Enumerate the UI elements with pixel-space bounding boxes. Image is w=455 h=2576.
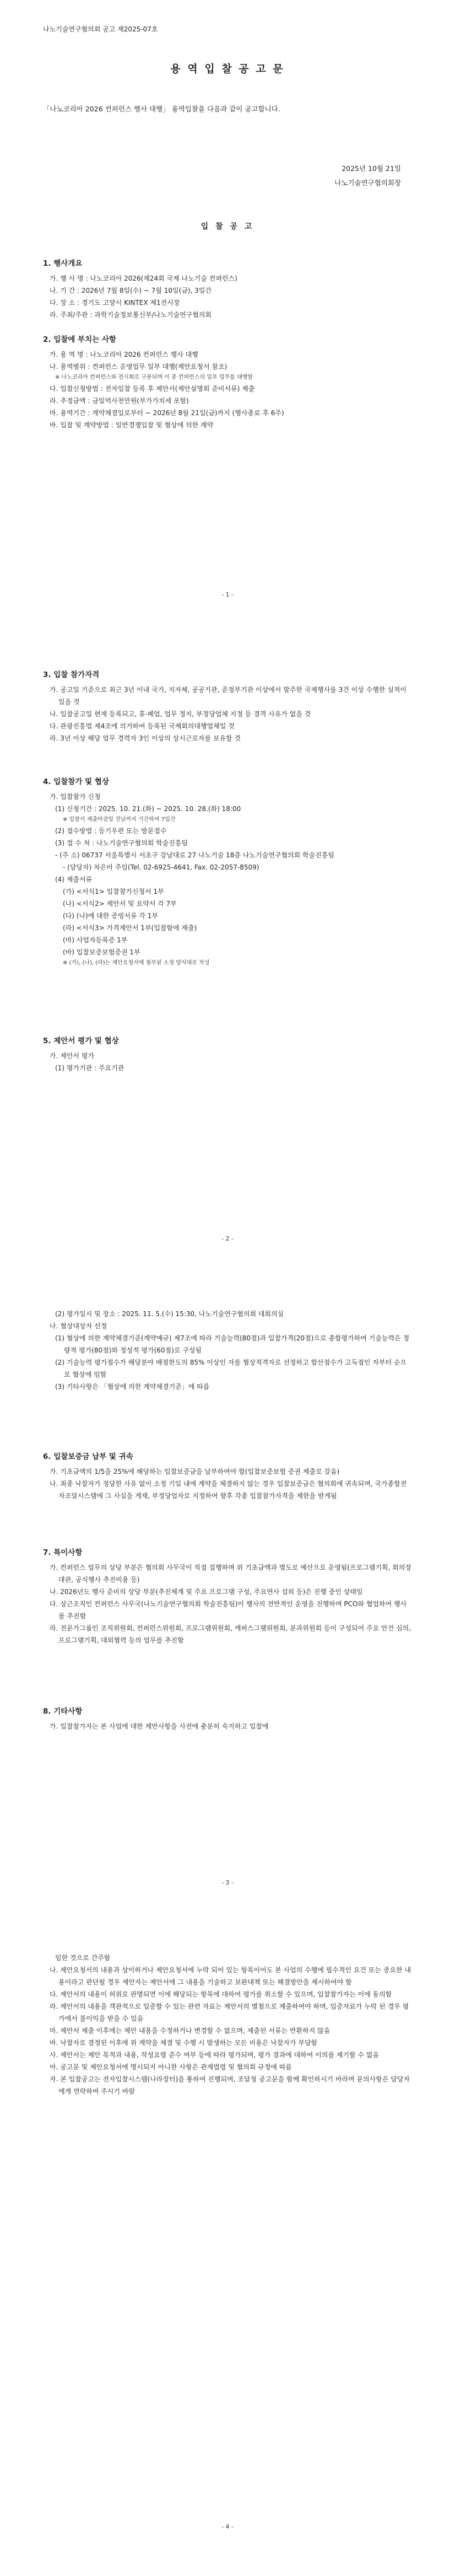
list-item: 나. 2026년도 행사 준비의 상당 부분(추진체계 및 주요 프로그램 구성, 주요연사 섭외 등)은 진행 중인 상태임 xyxy=(50,1588,363,1596)
section-heading: 8. 기타사항 xyxy=(43,1707,83,1716)
list-item: 나. 입찰공고일 현재 등록되고, 휴·폐업, 업무 정지, 부정당업체 지정 등 결격 사유가 없을 것 xyxy=(50,710,311,718)
list-item: (라) <서식3> 가격제안서 1부(입찰함에 제출) xyxy=(63,924,197,932)
notice-sender: 나노기술연구협의회장 xyxy=(334,179,401,187)
list-item: 다. 장 소 : 경기도 고양시 KINTEX 제1전시장 xyxy=(50,299,180,307)
page-4 xyxy=(0,1932,455,2576)
list-item: 마. 용역기간 : 계약체결일로부터 ~ 2026년 8월 21일(금)까지 (행사종료 후 6주) xyxy=(50,409,284,417)
list-item: 가. 기초금액의 1/5을 25%에 해당하는 입찰보증금을 납부하여야 합(입찰보증보험 증권 제출로 갈음) xyxy=(50,1468,340,1475)
list-item: 라. 주최/주관 : 과학기술정보통신부/나노기술연구협의회 xyxy=(50,311,212,319)
list-item: 가. 입찰참가 신청 xyxy=(50,793,101,801)
section-heading: 4. 입찰참가 및 협상 xyxy=(43,777,109,786)
section-heading: 3. 입찰 참가자격 xyxy=(43,670,100,679)
list-item: 라. 3년 이상 해당 업무 경력자 3인 이상의 상시근로자를 보유할 것 xyxy=(50,734,241,742)
page-number: - 3 - xyxy=(221,1879,234,1886)
list-item: 라. 제안서의 내용을 객관적으로 입증할 수 있는 관련 자료는 제안서의 별첨으로 제출하여야 하며, 입증자료가 누락 된 경우 평가에서 불이익을 받을 수 있음 xyxy=(50,2003,409,2022)
list-item: (1) 신청기간 : 2025. 10. 21.(화) ~ 2025. 10. 28.(화) 18:00 xyxy=(55,805,241,813)
page-number: - 4 - xyxy=(221,2523,234,2530)
list-item: - (주 소) 06737 서울특별시 서초구 강남대로 27 나노기술 18층 나노기술연구협의회 학술진흥팀 xyxy=(55,851,334,859)
list-item: 나. 용역범위 : 컨퍼런스 운영업무 일부 대행(제안요청서 참조) xyxy=(50,363,228,371)
list-item: 사. 제안서는 제안 목적과 내용, 작성요령 준수 여부 등에 따라 평가되며, 평가 결과에 대하여 이의를 제기할 수 없음 xyxy=(50,2051,379,2059)
list-item: (3) 접 수 처 : 나노기술연구협의회 학술진흥팀 xyxy=(55,839,188,847)
list-item: 자. 본 입찰공고는 전자입찰시스템(나라장터)을 통하여 진행되며, 조달청 공고문을 함께 확인하시기 바라며 문의사항은 담당자에게 연락하여 주시기 바람 xyxy=(50,2075,410,2095)
section-heading: 1. 행사개요 xyxy=(43,259,83,268)
list-item: (다) (나)에 대한 증빙서류 각 1부 xyxy=(63,912,158,920)
list-item: 바. 입찰 및 계약방법 : 일반경쟁입찰 및 협상에 의한 계약 xyxy=(50,421,214,429)
list-item: (마) 사업자등록증 1부 xyxy=(63,936,128,944)
section-bid-items xyxy=(43,333,412,431)
section-misc xyxy=(43,1705,412,1732)
section-heading: 5. 제안서 평가 및 협상 xyxy=(43,1037,119,1045)
page-2 xyxy=(0,644,455,1288)
list-item: 나. 협상대상자 선정 xyxy=(50,1322,107,1330)
list-item: (3) 기타사항은 「협상에 의한 계약체결기준」에 따름 xyxy=(55,1383,210,1391)
section-misc-cont xyxy=(43,1952,412,2097)
page-number: - 1 - xyxy=(221,591,234,598)
section-evaluation xyxy=(43,1034,412,1074)
section-special-notes xyxy=(43,1546,412,1646)
section-eligibility xyxy=(43,668,412,744)
section-event-overview xyxy=(43,257,412,321)
document-title: 용 역 입 찰 공 고 문 xyxy=(170,63,285,75)
list-item: (1) 평가기관 : 주요기관 xyxy=(55,1064,124,1072)
list-item: 나. 최종 낙찰자가 정당한 사유 없이 소정 기일 내에 계약을 체결하지 않는 경우 입찰보증금은 협의회에 귀속되며, 국가종합전자조달시스템에 그 사실을 게재, 부정당업자로 지정하여 향후 각종 입찰참가자격을 제한을 받게됨 xyxy=(50,1480,407,1500)
list-item: 마. 제안서 제출 이후에는 제안 내용을 수정하거나 변경할 수 없으며, 제출된 서류는 반환하지 않음 xyxy=(50,2027,331,2035)
list-item: (1) 협상에 의한 계약체결기준(계약예규) 제7조에 따라 기술능력(80점)과 입찰가격(20점)으로 종합평가하여 기술능력은 정량적 평가(80점)와 정성적 평가(60점)로 구성됨 xyxy=(55,1334,410,1354)
list-item: 가. 컨퍼런스 업무의 상당 부분은 협의회 사무국이 직접 집행하며 위 기초금액과 별도로 예산으로 운영됨(프로그램기획, 회의장 대관, 공식행사 추진비용 등) xyxy=(50,1564,411,1584)
page-number: - 2 - xyxy=(221,1235,234,1242)
page-1 xyxy=(0,0,455,644)
list-item: 나. 제안요청서의 내용과 상이하거나 제안요청서에 누락 되어 있는 항목이어도 본 사업의 수행에 필수적인 요건 또는 중요한 내용이라고 판단될 경우 제안자는 제안서에 그 내용을 기술하고 보완대책 또는 해결방안을 제시하여야 함 xyxy=(50,1966,411,1986)
list-item: 바. 낙찰자로 결정된 이후에 위 계약을 체결 및 수행 시 발생하는 모든 비용은 낙찰자가 부담함 xyxy=(50,2039,318,2047)
list-item: 임한 것으로 간주함 xyxy=(55,1954,111,1962)
list-item: 나. 기 간 : 2026년 7월 8일(수) ~ 7월 10일(금), 3일간 xyxy=(50,287,212,294)
list-item: (나) <서식2> 제안서 및 요약서 각 7부 xyxy=(63,900,177,908)
list-item: 아. 공고문 및 제안요청서에 명시되지 아니한 사항은 관계법령 및 협의회 규정에 따름 xyxy=(50,2063,292,2071)
notice-date: 2025년 10월 21일 xyxy=(342,164,401,173)
section-evaluation-cont xyxy=(43,1308,412,1393)
note-text: ※ 나노코리아 컨퍼런스와 전시회로 구분되며 이 중 컨퍼런스의 일부 업무를 대행함 xyxy=(55,374,253,380)
list-item: 다. 입찰신청방법 : 전자입찰 등록 후 제안서(제안설명회 준비서류) 제출 xyxy=(50,385,255,393)
section-subtitle: 입 찰 공 고 xyxy=(201,222,254,231)
section-heading: 2. 입찰에 부치는 사항 xyxy=(43,335,116,344)
notice-number: 나노기술연구협의회 공고 제2025-07호 xyxy=(43,25,158,33)
list-item: 가. 용 역 명 : 나노코리아 2026 컨퍼런스 행사 대행 xyxy=(50,351,198,358)
list-item: 가. 제안서 평가 xyxy=(50,1052,94,1060)
list-item: (2) 평가일시 및 장소 : 2025. 11. 5.(수) 15:30, 나노기술연구협의회 대회의실 xyxy=(55,1310,284,1318)
list-item: - (담당자) 차은비 주임(Tel. 02-6925-4641, Fax. 02-2057-8509) xyxy=(63,863,259,871)
list-item: 다. 제안서의 내용이 허위로 판명되면 이에 해당되는 항목에 대하여 평가를 취소할 수 있으며, 입찰참가자는 이에 동의함 xyxy=(50,1990,392,1998)
section-participation xyxy=(43,775,412,968)
list-item: 가. 공고일 기준으로 최근 3년 이내 국가, 지자체, 공공기관, 준정부기관 이상에서 발주한 국제행사를 3건 이상 수행한 실적이 있을 것 xyxy=(50,686,407,706)
list-item: 라. 전문가그룹인 조직위원회, 컨퍼런스위원회, 프로그램위원회, 캐퍼스그램위원회, 분과위원회 등이 구성되어 주요 안건 심의, 프로그램기획, 대외협력 등의 업무를 추진함 xyxy=(50,1624,411,1644)
note-text: ※ 입찰서 제출마감일 전날까지 기간하여 7일간 xyxy=(63,817,176,823)
note-text: ※ (가), (나), (라)는 제안요청서에 첨부된 소정 양식대로 작성 xyxy=(63,960,210,966)
list-item: (2) 기술능력 평가점수가 해당분야 배점한도의 85% 이상인 자를 협상적격자로 선정하고 합산점수가 고득점인 자부터 순으로 협상에 임함 xyxy=(55,1359,407,1378)
intro-paragraph: 「나노코리아 2026 컨퍼런스 행사 대행」 용역입찰을 다음과 같이 공고합니다. xyxy=(43,105,280,113)
list-item: 다. 관광진흥법 제4조에 의거하여 등록된 국제회의대행업체일 것 xyxy=(50,722,235,730)
section-heading: 7. 특이사항 xyxy=(43,1548,83,1557)
section-heading: 6. 입찰보증금 납부 및 귀속 xyxy=(43,1452,133,1461)
list-item: 가. 행 사 명 : 나노코리아 2026(제24회 국제 나노기술 컨퍼런스) xyxy=(50,275,237,282)
list-item: (4) 제출서류 xyxy=(55,876,93,883)
list-item: 라. 추정금액 : 금일억사천만원(부가가치세 포함) xyxy=(50,397,189,405)
list-item: 가. 입찰참가자는 본 사업에 대한 제반사항을 사전에 충분히 숙지하고 입찰에 xyxy=(50,1722,269,1730)
page-3 xyxy=(0,1288,455,1932)
list-item: (바) 입찰보증보험증권 1부 xyxy=(63,948,140,956)
list-item: 다. 상근조직인 컨퍼런스 사무국(나노기술연구협의회 학술진흥팀)이 행사의 전반적인 운영을 진행하며 PCO와 협업하여 행사를 추진함 xyxy=(50,1600,407,1620)
section-bid-bond xyxy=(43,1450,412,1502)
list-item: (2) 접수방법 : 등기우편 또는 방문접수 xyxy=(55,827,167,835)
list-item: (가) <서식1> 입찰참가신청서 1부 xyxy=(63,888,164,895)
